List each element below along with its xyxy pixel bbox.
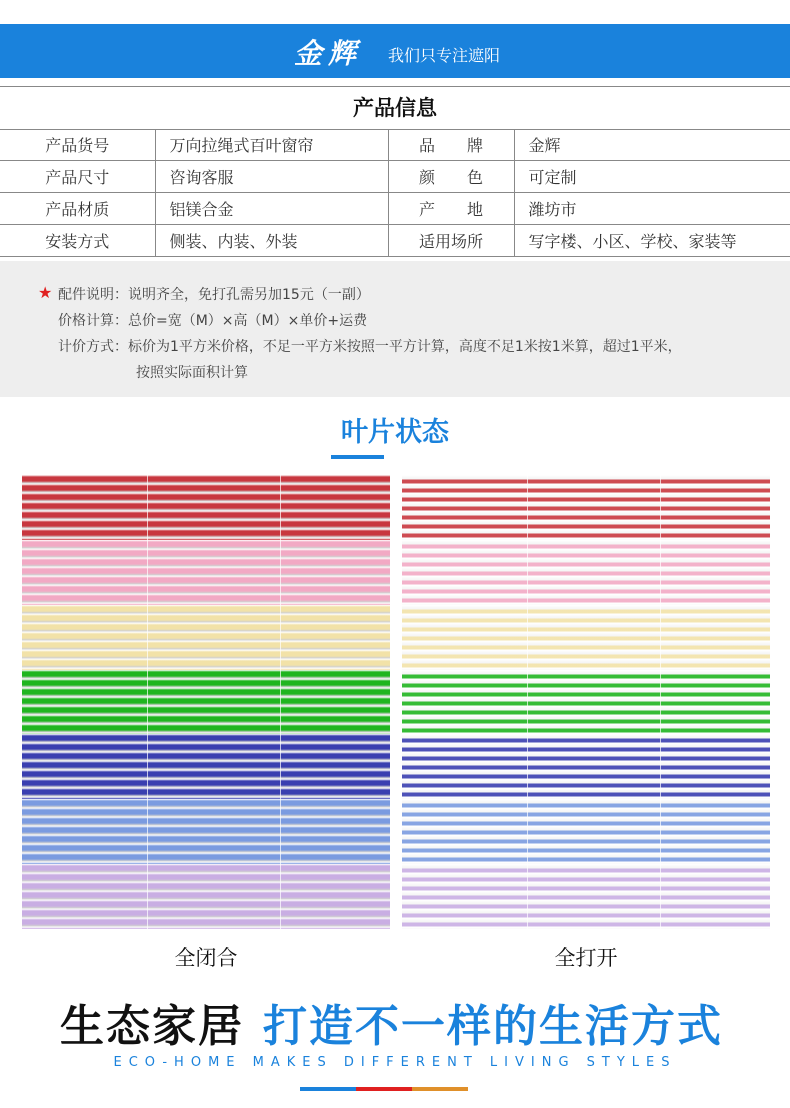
blind-cord (527, 475, 528, 929)
blind-band (402, 540, 770, 605)
blind-band (402, 670, 770, 735)
brand-slogan: 我们只专注遮阳 (388, 46, 501, 65)
table-row (0, 129, 790, 161)
deco-bar-red (356, 1087, 412, 1091)
row-label: 产 地 (388, 193, 514, 225)
blind-band (22, 475, 390, 540)
note-price-calc: 价格计算：总价=宽（M）×高（M）×单价+运费 (58, 313, 368, 329)
blind-band (402, 864, 770, 929)
blind-band (402, 475, 770, 540)
row-value: 咨询客服 (155, 161, 388, 193)
product-info-title: 产品信息 (0, 86, 790, 130)
note-accessories: 配件说明：说明齐全，免打孔需另加15元（一副） (58, 287, 370, 303)
row-value: 潍坊市 (514, 193, 790, 225)
blind-band (22, 540, 390, 605)
table-row (0, 193, 790, 225)
blind-cord (660, 475, 661, 929)
deco-bar-blue (300, 1087, 356, 1091)
open-caption: 全打开 (554, 946, 618, 970)
note-pricing-method: 计价方式：标价为1平方米价格，不足一平方米按照一平方计算，高度不足1米按1米算，超过1平米， (58, 339, 682, 355)
row-label: 品 牌 (388, 129, 514, 161)
blind-cord (280, 475, 281, 929)
blind-band (22, 670, 390, 735)
blind-cord (147, 475, 148, 929)
blind-band (22, 605, 390, 670)
blind-band (22, 799, 390, 864)
row-label: 产品货号 (0, 129, 155, 161)
row-value: 万向拉绳式百叶窗帘 (155, 129, 388, 161)
slogan-black: 生态家居 (60, 1001, 244, 1052)
slogan-english: ECO-HOME MAKES DIFFERENT LIVING STYLES (113, 1055, 677, 1070)
header-bar (0, 24, 790, 78)
section-underline (331, 455, 384, 459)
blind-open-image (402, 475, 770, 929)
star-icon: ★ (38, 283, 53, 302)
row-label: 产品材质 (0, 193, 155, 225)
row-value: 铝镁合金 (155, 193, 388, 225)
notes-panel (0, 261, 790, 397)
row-value: 可定制 (514, 161, 790, 193)
blind-band (402, 734, 770, 799)
product-info-table (0, 129, 790, 257)
row-value: 侧装、内装、外装 (155, 225, 388, 257)
blind-band (402, 605, 770, 670)
deco-bar-orange (412, 1087, 468, 1091)
blind-band (22, 864, 390, 929)
row-value: 金辉 (514, 129, 790, 161)
row-label: 产品尺寸 (0, 161, 155, 193)
row-value: 写字楼、小区、学校、家装等 (514, 225, 790, 257)
blind-band (402, 799, 770, 864)
table-row (0, 225, 790, 257)
row-label: 颜 色 (388, 161, 514, 193)
closed-caption: 全闭合 (174, 946, 238, 970)
row-label: 适用场所 (388, 225, 514, 257)
slogan-blue: 打造不一样的生活方式 (263, 1001, 723, 1052)
note-pricing-method-cont: 按照实际面积计算 (136, 365, 248, 381)
blind-band (22, 734, 390, 799)
section-title: 叶片状态 (341, 417, 449, 448)
table-row (0, 161, 790, 193)
blind-closed-image (22, 475, 390, 929)
brand-logo: 金辉 (294, 37, 363, 70)
row-label: 安装方式 (0, 225, 155, 257)
